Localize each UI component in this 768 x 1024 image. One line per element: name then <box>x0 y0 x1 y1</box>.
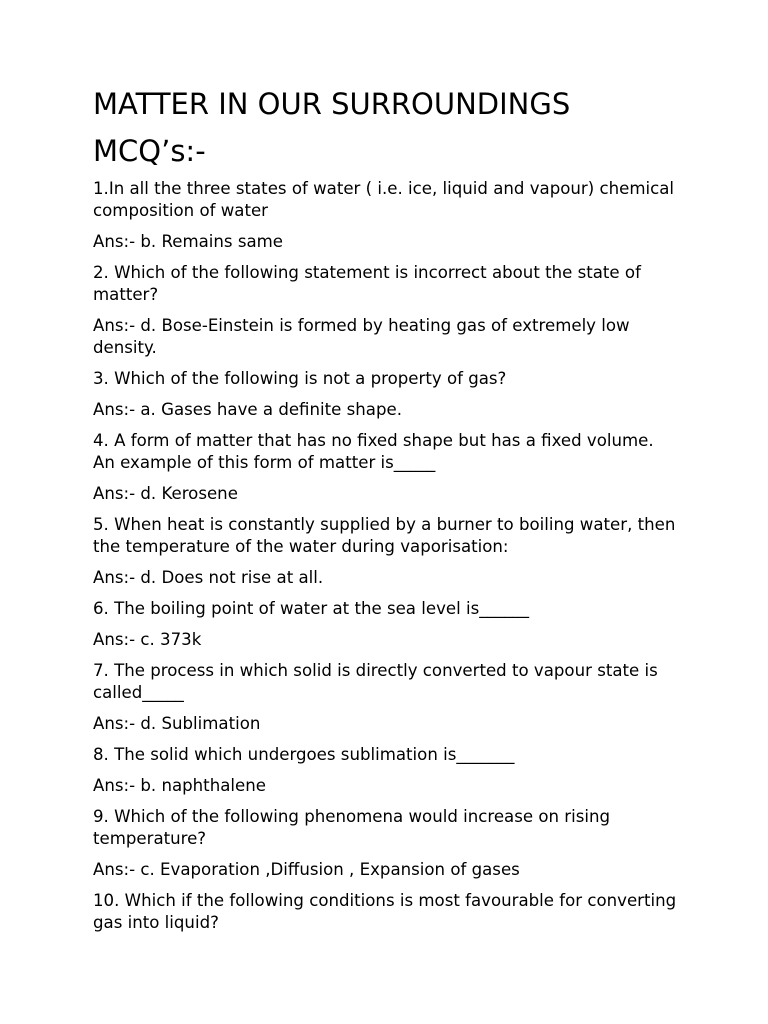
question-10: 10. Which if the following conditions is most favourable for converting gas into liquid? <box>93 891 677 932</box>
question-2: 2. Which of the following statement is incorrect about the state of matter? <box>93 263 641 304</box>
document-subtitle: MCQ’s:- <box>93 134 206 168</box>
qa-list <box>93 178 678 934</box>
question-1: 1.In all the three states of water ( i.e. ice, liquid and vapour) chemical composition of water <box>93 179 674 220</box>
question-5: 5. When heat is constantly supplied by a burner to boiling water, then the temperature of the water during vaporisation: <box>93 515 676 556</box>
question-6: 6. The boiling point of water at the sea level is______ <box>93 599 530 618</box>
question-3: 3. Which of the following is not a property of gas? <box>93 369 507 388</box>
document-title: MATTER IN OUR SURROUNDINGS <box>93 87 571 121</box>
answer-5: Ans:- d. Does not rise at all. <box>93 568 324 587</box>
answer-1: Ans:- b. Remains same <box>93 232 284 251</box>
answer-7: Ans:- d. Sublimation <box>93 714 261 733</box>
question-4: 4. A form of matter that has no fixed shape but has a fixed volume. An example of this form of matter is_____ <box>93 431 654 472</box>
question-7: 7. The process in which solid is directly converted to vapour state is called_____ <box>93 661 658 702</box>
answer-9: Ans:- c. Evaporation ,Diffusion , Expansion of gases <box>93 860 520 879</box>
question-8: 8. The solid which undergoes sublimation is_______ <box>93 745 515 764</box>
answer-4: Ans:- d. Kerosene <box>93 484 238 503</box>
answer-2: Ans:- d. Bose-Einstein is formed by heating gas of extremely low density. <box>93 316 630 357</box>
answer-8: Ans:- b. naphthalene <box>93 776 266 795</box>
question-9: 9. Which of the following phenomena would increase on rising temperature? <box>93 807 611 848</box>
answer-3: Ans:- a. Gases have a definite shape. <box>93 400 402 419</box>
answer-6: Ans:- c. 373k <box>93 630 202 649</box>
